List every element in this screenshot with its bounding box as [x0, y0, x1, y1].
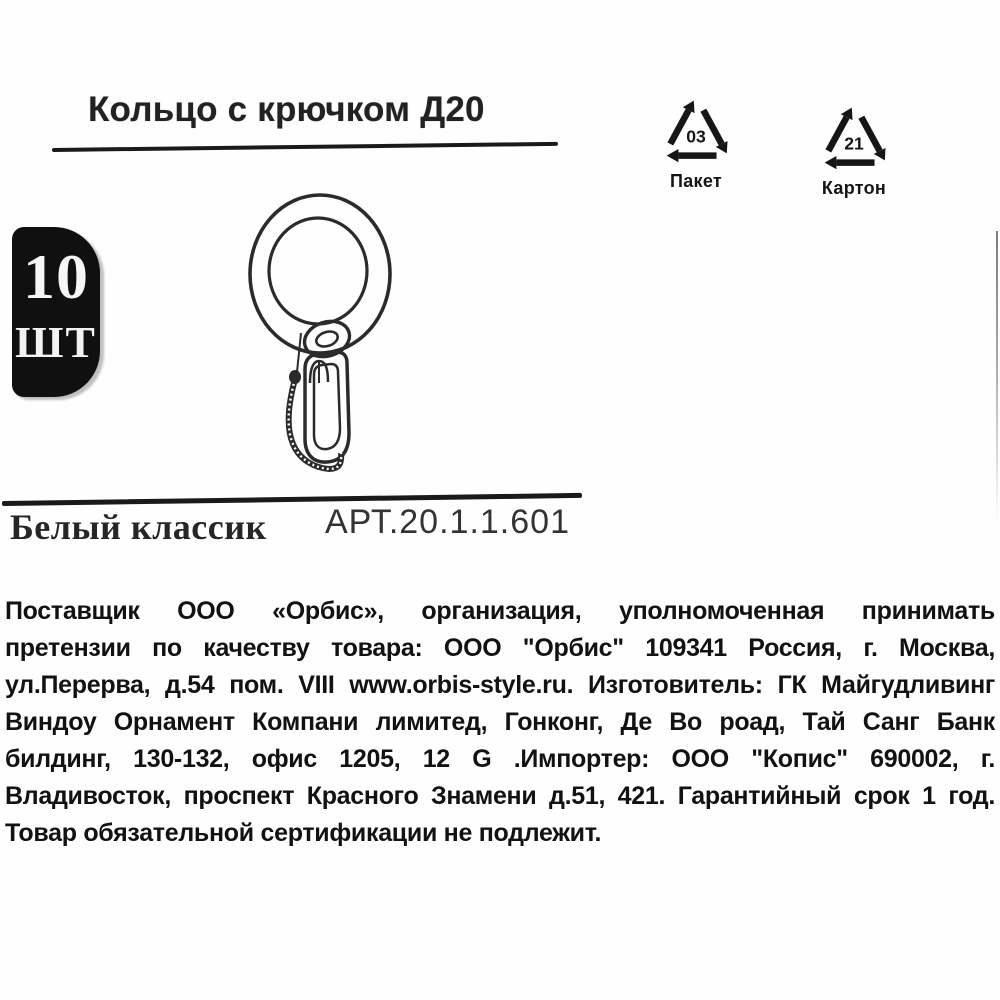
quantity-count: 10: [23, 241, 89, 312]
article-number: АРТ.20.1.1.601: [325, 503, 570, 541]
recycling-code: 03: [686, 126, 706, 147]
info-line: Владивосток, проспект Красного Знамени д.51, 421. Гарантийный срок 1 год.: [5, 782, 995, 810]
quantity-badge: [12, 227, 100, 397]
recycling-triangle-icon: [810, 95, 898, 176]
title-underline: [52, 142, 558, 152]
recycling-material-label: Картон: [821, 178, 887, 198]
supplier-info: [5, 593, 995, 852]
quantity-unit: ШТ: [15, 318, 97, 367]
product-title: Кольцо с крючком Д20: [88, 90, 485, 129]
recycling-code: 21: [844, 133, 864, 154]
info-line: Виндоу Орнамент Компани лимитед, Гонконг, Де Во роад, Тай Санг Банк: [5, 708, 995, 736]
variant-name: Белый классик: [10, 507, 267, 547]
info-line: Товар обязательной сертификации не подлежит.: [5, 819, 602, 847]
recycling-material-label: Пакет: [669, 171, 723, 191]
recycling-triangle-icon: [652, 88, 740, 169]
recycling-mark-cardboard: [806, 95, 902, 199]
info-line: билдинг, 130-132, офис 1205, 12 G .Импортер: ООО "Копис" 690002, г.: [5, 745, 995, 773]
info-line: ул.Перерва, д.54 пом. VIII www.orbis-style.ru. Изготовитель: ГК Майгудливинг: [5, 671, 995, 699]
photo-edge-artifact: [996, 231, 998, 521]
info-line: Поставщик ООО «Орбис», организация, уполномоченная принимать: [5, 597, 995, 625]
ring-hook-illustration: [228, 185, 438, 485]
recycling-mark-plastic: [648, 88, 744, 192]
info-line: претензии по качеству товара: ООО "Орбис" 109341 Россия, г. Москва,: [5, 634, 995, 662]
